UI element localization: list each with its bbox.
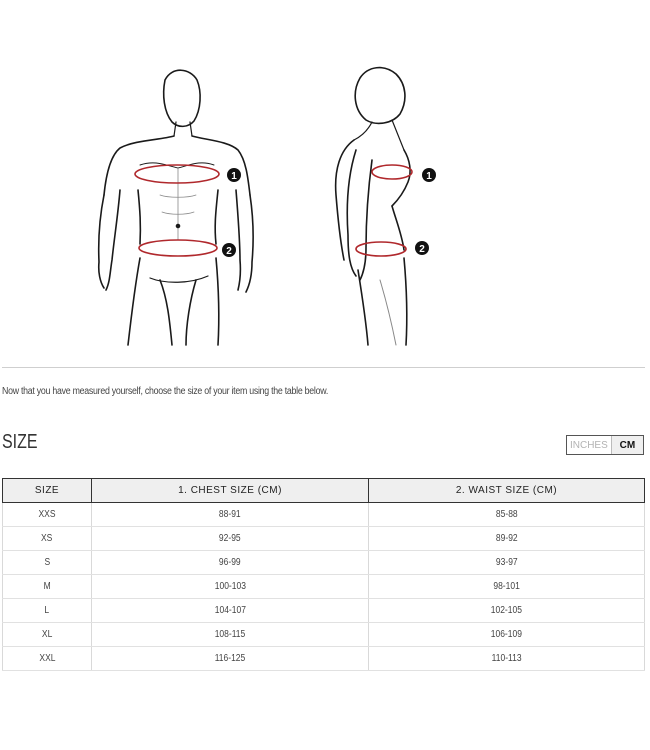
chest-cell: 96-99 xyxy=(92,551,369,575)
inches-button[interactable]: INCHES xyxy=(567,436,612,454)
svg-text:2: 2 xyxy=(419,244,425,255)
waist-cell: 102-105 xyxy=(369,599,645,623)
size-cell: XXS xyxy=(3,503,92,527)
svg-text:1: 1 xyxy=(426,171,432,182)
side-marker-1 xyxy=(422,168,436,182)
side-figure xyxy=(336,68,410,345)
table-row xyxy=(3,551,645,575)
size-cell: XS xyxy=(3,527,92,551)
waist-cell: 85-88 xyxy=(369,503,645,527)
front-marker-1 xyxy=(227,168,241,182)
intro-text: Now that you have measured yourself, choose the size of your item using the table below. xyxy=(2,386,329,397)
chest-cell: 116-125 xyxy=(92,647,369,671)
section-divider xyxy=(2,367,645,368)
waist-cell: 93-97 xyxy=(369,551,645,575)
svg-text:2: 2 xyxy=(226,246,232,257)
waist-cell: 106-109 xyxy=(369,623,645,647)
body-measurement-illustration xyxy=(0,0,650,360)
size-title: SIZE xyxy=(2,431,38,453)
table-row xyxy=(3,527,645,551)
front-figure xyxy=(99,70,253,345)
column-header-size: SIZE xyxy=(3,479,92,503)
chest-cell: 88-91 xyxy=(92,503,369,527)
side-marker-2 xyxy=(415,241,429,255)
table-row xyxy=(3,575,645,599)
front-waist-measure xyxy=(139,240,217,256)
waist-cell: 110-113 xyxy=(369,647,645,671)
size-table xyxy=(2,478,645,671)
table-row xyxy=(3,647,645,671)
cm-button[interactable]: CM xyxy=(612,436,643,454)
table-header-row xyxy=(3,479,645,503)
unit-toggle xyxy=(566,435,644,455)
waist-cell: 98-101 xyxy=(369,575,645,599)
column-header-chest: 1. CHEST SIZE (CM) xyxy=(92,479,369,503)
side-waist-measure xyxy=(356,242,406,256)
side-chest-measure xyxy=(372,165,412,179)
size-cell: M xyxy=(3,575,92,599)
table-row xyxy=(3,503,645,527)
column-header-waist: 2. WAIST SIZE (CM) xyxy=(369,479,645,503)
chest-cell: 108-115 xyxy=(92,623,369,647)
front-marker-2 xyxy=(222,243,236,257)
svg-text:1: 1 xyxy=(231,171,237,182)
table-row xyxy=(3,623,645,647)
chest-cell: 104-107 xyxy=(92,599,369,623)
table-row xyxy=(3,599,645,623)
size-cell: L xyxy=(3,599,92,623)
size-cell: XL xyxy=(3,623,92,647)
chest-cell: 100-103 xyxy=(92,575,369,599)
waist-cell: 89-92 xyxy=(369,527,645,551)
size-cell: S xyxy=(3,551,92,575)
size-cell: XXL xyxy=(3,647,92,671)
chest-cell: 92-95 xyxy=(92,527,369,551)
